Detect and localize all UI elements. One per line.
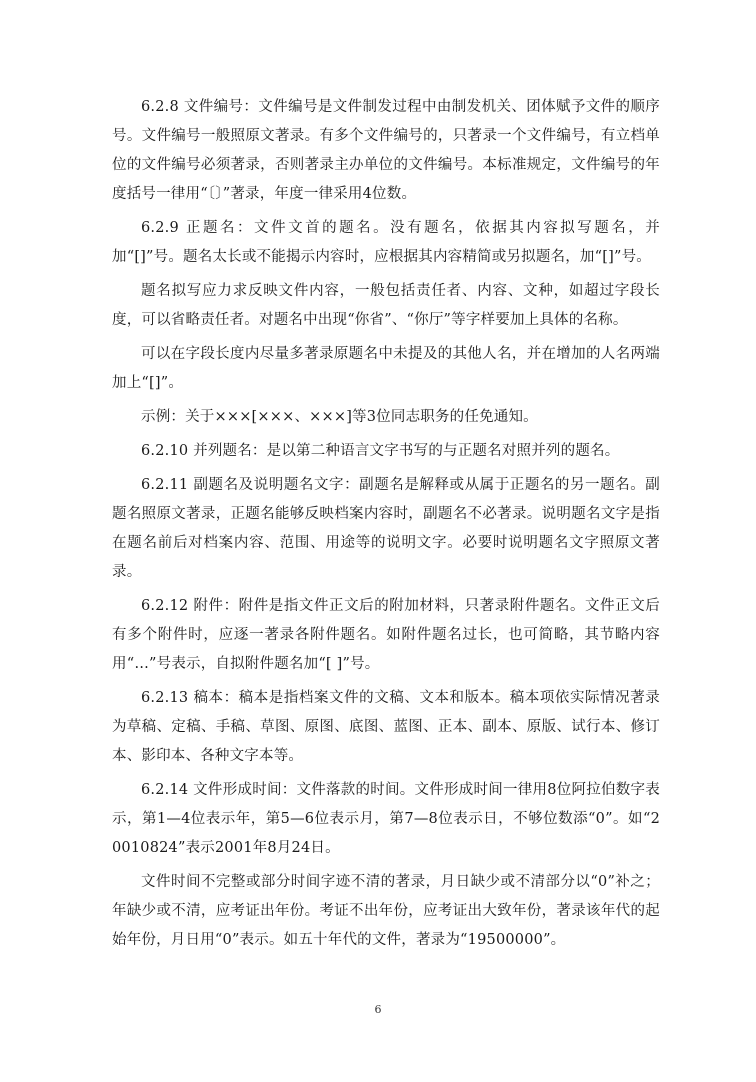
paragraph-6-2-14: 6.2.14 文件形成时间：文件落款的时间。文件形成时间一律用8位阿拉伯数字表示，第1—4位表示年，第5—6位表示月，第7—8位表示日，不够位数添“0”。如“20010824”表示2001年8月24日。 [112, 782, 660, 856]
page-number: 6 [374, 1003, 382, 1016]
paragraph-title-drafting: 题名拟写应力求反映文件内容，一般包括责任者、内容、文种，如超过字段长度，可以省略责任者。对题名中出现“你省”、“你厅”等字样要加上具体的名称。 [112, 283, 660, 328]
paragraph-6-2-13: 6.2.13 稿本：稿本是指档案文件的文稿、文本和版本。稿本项依实际情况著录为草稿、定稿、手稿、草图、原图、底图、蓝图、正本、副本、原版、试行本、修订本、影印本、各种文字本等。 [112, 690, 660, 764]
paragraph-6-2-12: 6.2.12 附件：附件是指文件正文后的附加材料，只著录附件题名。文件正文后有多个附件时，应逐一著录各附件题名。如附件题名过长，也可简略，其节略内容用“…”号表示，自拟附件题名加“[ ]”号。 [112, 598, 660, 672]
paragraph-6-2-10: 6.2.10 并列题名：是以第二种语言文字书写的与正题名对照并列的题名。 [141, 443, 620, 459]
paragraph-extra-names: 可以在字段长度内尽量多著录原题名中未提及的其他人名，并在增加的人名两端加上“[]”。 [112, 346, 660, 391]
paragraph-6-2-9: 6.2.9 正题名：文件文首的题名。没有题名，依据其内容拟写题名，并加“[]”号。题名太长或不能揭示内容时，应根据其内容精简或另拟题名，加“[]”号。 [112, 220, 660, 265]
paragraph-6-2-8: 6.2.8 文件编号：文件编号是文件制发过程中由制发机关、团体赋予文件的顺序号。文件编号一般照原文著录。有多个文件编号的，只著录一个文件编号，有立档单位的文件编号必须著录，否则著录主办单位的文件编号。本标准规定，文件编号的年度括号一律用“〔〕”著录，年度一律采用4位数。 [112, 99, 660, 202]
body-text [112, 93, 660, 960]
paragraph-incomplete-date: 文件时间不完整或部分时间字迹不清的著录，月日缺少或不清部分以“0”补之；年缺少或不清，应考证出年份。考证不出年份，应考证出大致年份，著录该年代的起始年份，月日用“0”表示。如五十年代的文件，著录为“19500000”。 [112, 874, 660, 948]
paragraph-6-2-11: 6.2.11 副题名及说明题名文字：副题名是解释或从属于正题名的另一题名。副题名照原文著录，正题名能够反映档案内容时，副题名不必著录。说明题名文字是指在题名前后对档案内容、范围、用途等的说明文字。必要时说明题名文字照原文著录。 [112, 477, 660, 580]
paragraph-example: 示例：关于×××[×××、×××]等3位同志职务的任免通知。 [141, 409, 538, 425]
